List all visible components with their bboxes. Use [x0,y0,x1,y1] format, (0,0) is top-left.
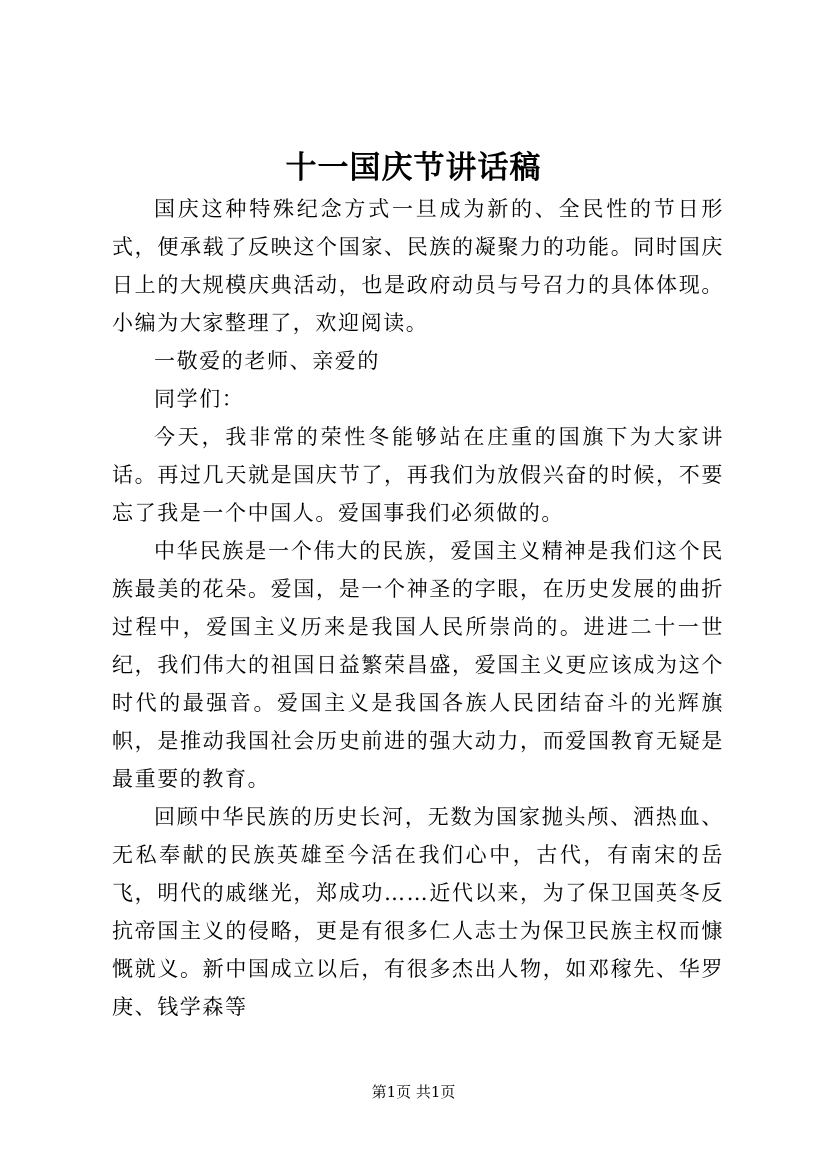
paragraph-intro: 国庆这种特殊纪念方式一旦成为新的、全民性的节日形式，便承载了反映这个国家、民族的凝聚力的功能。同时国庆日上的大规模庆典活动，也是政府动员与号召力的具体体现。小编为大家整理了，欢迎阅读。 [112,197,724,335]
page-number-footer: 第1页 共1页 [371,1083,456,1101]
paragraph-history: 回顾中华民族的历史长河，无数为国家抛头颅、洒热血、无私奉献的民族英雄至今活在我们心中，古代，有南宋的岳飞，明代的戚继光，郑成功……近代以来，为了保卫国英冬反抗帝国主义的侵略，更是有很多仁人志士为保卫民族主权而慷慨就义。新中国成立以后，有很多杰出人物，如邓稼先、华罗庚、钱学森等 [112,805,724,1019]
paragraph-salutation-line1: 一敬爱的老师、亲爱的 [154,349,380,373]
document-body [112,190,724,1026]
paragraph-opening: 今天，我非常的荣性冬能够站在庄重的国旗下为大家讲话。再过几天就是国庆节了，再我们为放假兴奋的时候，不要忘了我是一个中国人。爱国事我们必须做的。 [112,425,724,525]
paragraph-salutation-line2: 同学们： [154,387,245,411]
paragraph-patriotism: 中华民族是一个伟大的民族，爱国主义精神是我们这个民族最美的花朵。爱国，是一个神圣的字眼，在历史发展的曲折过程中，爱国主义历来是我国人民所崇尚的。进进二十一世纪，我们伟大的祖国日益繁荣昌盛，爱国主义更应该成为这个时代的最强音。爱国主义是我国各族人民团结奋斗的光辉旗帜，是推动我国社会历史前进的强大动力，而爱国教育无疑是最重要的教育。 [112,539,724,791]
document-title: 十一国庆节讲话稿 [285,150,542,186]
